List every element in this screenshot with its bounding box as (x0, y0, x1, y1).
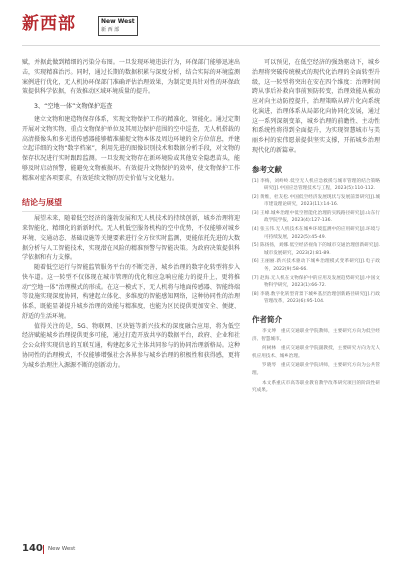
author-bio: 何树林 重庆交通职业学院副教授，主要研究方向为无人机应用技术、城乡治理。 (252, 346, 380, 359)
subsection-heading: 3、“空地一体”文物保护巡查 (34, 103, 113, 110)
footer-magazine-name: New West (48, 546, 76, 552)
footer-divider (43, 545, 44, 554)
reference-item: [2] 黄维，杜友松.中国低空经济发展现状与发展前景研究[J].城市建设理论研究，2023(11):14-16. (252, 194, 380, 208)
paragraph: 赋，并据此做到精细的污染分布图。一旦发现环境违法行为，环保部门能够迅速出击，实现精准治污。同时，通过长期的数据积累与深度分析，结合实际的环境监测案例进行优化，无人机协环保部门准确评估治理效果，为制定更具针对性的环保政策提供科学依据，有效推动区域环境质量的提升。 (22, 59, 240, 96)
page-header (22, 10, 380, 46)
reference-item: [7] 赵海.无人机在文物保护中的应用及发展趋势研究[J].中国文物科学研究，2023(1):66-72. (252, 275, 380, 289)
references-heading: 参考文献 (252, 164, 282, 174)
paragraph: 随着低空运行与智能监管服务平台的不断完善，城乡治理的数字化转型将步入快车道。这一转型不仅体现在城市管理的优化和应急响应能力的提升上，更将推动“空地一体”治理模式的形成。在这一模式下，无人机将与地面传感器、智能终端等设施实现深度协同，构建起立体化、多维度的智能感知网络，这种协同性的治理体系，既能显著提升城乡治理的效能与精准度，也能为区民提供更加安全、便捷、舒适的生活环境。 (22, 264, 240, 320)
logo-badge (98, 16, 138, 36)
divider (22, 211, 240, 212)
page-footer (22, 542, 142, 556)
right-column (252, 58, 380, 540)
logo-subtitle: 新 西 部 (101, 27, 120, 33)
reference-item: [4] 张玉伟.无人机技术在城乡环境监测中的应用研究[J].环境与可持续发展，2022(5):45-49. (252, 227, 380, 240)
references-list (252, 178, 380, 307)
reference-item: [5] 陈扬扬，刘娜.低空经济视角下的城市交通治理创新研究[J].城市发展研究，2023(2):81-89. (252, 243, 380, 256)
paragraph: 值得关注的是，5G、物联网、区块链等新兴技术的深度融合应用，将为低空经济赋能城乡治理提供更多可能，通过打造开放共享的数据平台，政府、企业和社会公众将实现信息的互联互通，构建起多元主体共同参与的协同治理新格局。这种协同性的治理模式，不仅能够增强社会各界参与城乡治理的积极性和获得感，更将为城乡治理注入源源不断的创新动力。 (22, 322, 240, 369)
reference-item: [6] 王丽丽.新兴技术驱动下城乡治理模式变革研究[J].电子政务，2022(9):58-66. (252, 259, 380, 273)
left-column (22, 58, 240, 540)
author-info-heading: 作者简介 (252, 315, 282, 324)
reference-item: [3] 王峰.城乡治理中低空智能化治理的实践路径研究[J].山东行政学院学报，2023(4):127-136. (252, 210, 380, 224)
section-heading: 结论与展望 (22, 198, 62, 208)
paragraph: 建立文物和建造物保存体系，实现文物保护工作的精准化、智能化。通过定期开展对文物实物、重点文物保护单位及其周边保护范围的空中巡查，无人机搭载的高清摄像头和多光谱传感器能够精准捕捉文物本体及周边环境的全方位信息，并建立起详细的文物“数字档案”，利用先进的图像识别技术和数据分析手段，对文物的保存状况进行实时跟踪监测。一旦发现文物存在新环境险或其他安全隐患苗头，能够及时启动预警，能避免文物被损坏。有效提升文物保护的效率，使文物保护工作精准对症各项要求，有效延续文物的历史价值与文化魅力。 (22, 116, 240, 182)
author-bio: 罗晓琴 重庆交通职业学院讲师，主要研究方向为公共管理。 (252, 363, 380, 376)
magazine-logo: 新西部 (22, 14, 76, 34)
author-info (252, 328, 380, 395)
funding-note: 本文系重庆市高等职业教育教学改革研究项目的阶段性研究成果。 (252, 380, 380, 394)
reference-item: [1] 李梅，刘岭岭.低空无人机应急救援与城市管理的结合策略研究[J].中国应急管理技术与工程，2023(5):110-112. (252, 178, 380, 192)
paragraph: 展望未来，随着低空经济的蓬勃发展和无人机技术的持续创新，城乡治理将迎来智能化、精细化的新新时代。无人机低空服务机构的空中优势，不仅能够对城乡环境、交通动态、基础设施等关键要素进行全方位实时监测，更能依托先进的大数据分析与人工智能技术，实现潜在风险的精准预警与智能决策。为政府决策提供科学依据和有力支撑。 (22, 215, 240, 262)
reference-item: [8] 李晓.数字化转型背景下城乡基层治理创新路径研究[J].行政管理改革，2023(6):95-104. (252, 291, 380, 305)
author-bio: 李文坤 重庆交通职业学院教师，主要研究方向为低空经济、智慧城市。 (252, 329, 380, 342)
logo-english: New West (101, 18, 135, 25)
paragraph: 可以预见，在低空经济的强劲驱动下，城乡治理将突破传统模式的现代化治理的全面转型升级，这一转型将突出在安在四个维度：治理时间跨从事后补救向事前预防转变，治理效能从被动应对向主动防控提升，治理策略从碎片化向系统化演进，治理体系从局部化向协同化发展，通过这一系列深刻变革，城乡治理的前瞻性、主动性和系统性将得到全面提升，为实现智慧城市与美丽乡村的宏伟愿景提供坚实支撑，开拓城乡治理现代化的新篇章。 (252, 59, 380, 154)
page-number: 140 (22, 543, 43, 554)
